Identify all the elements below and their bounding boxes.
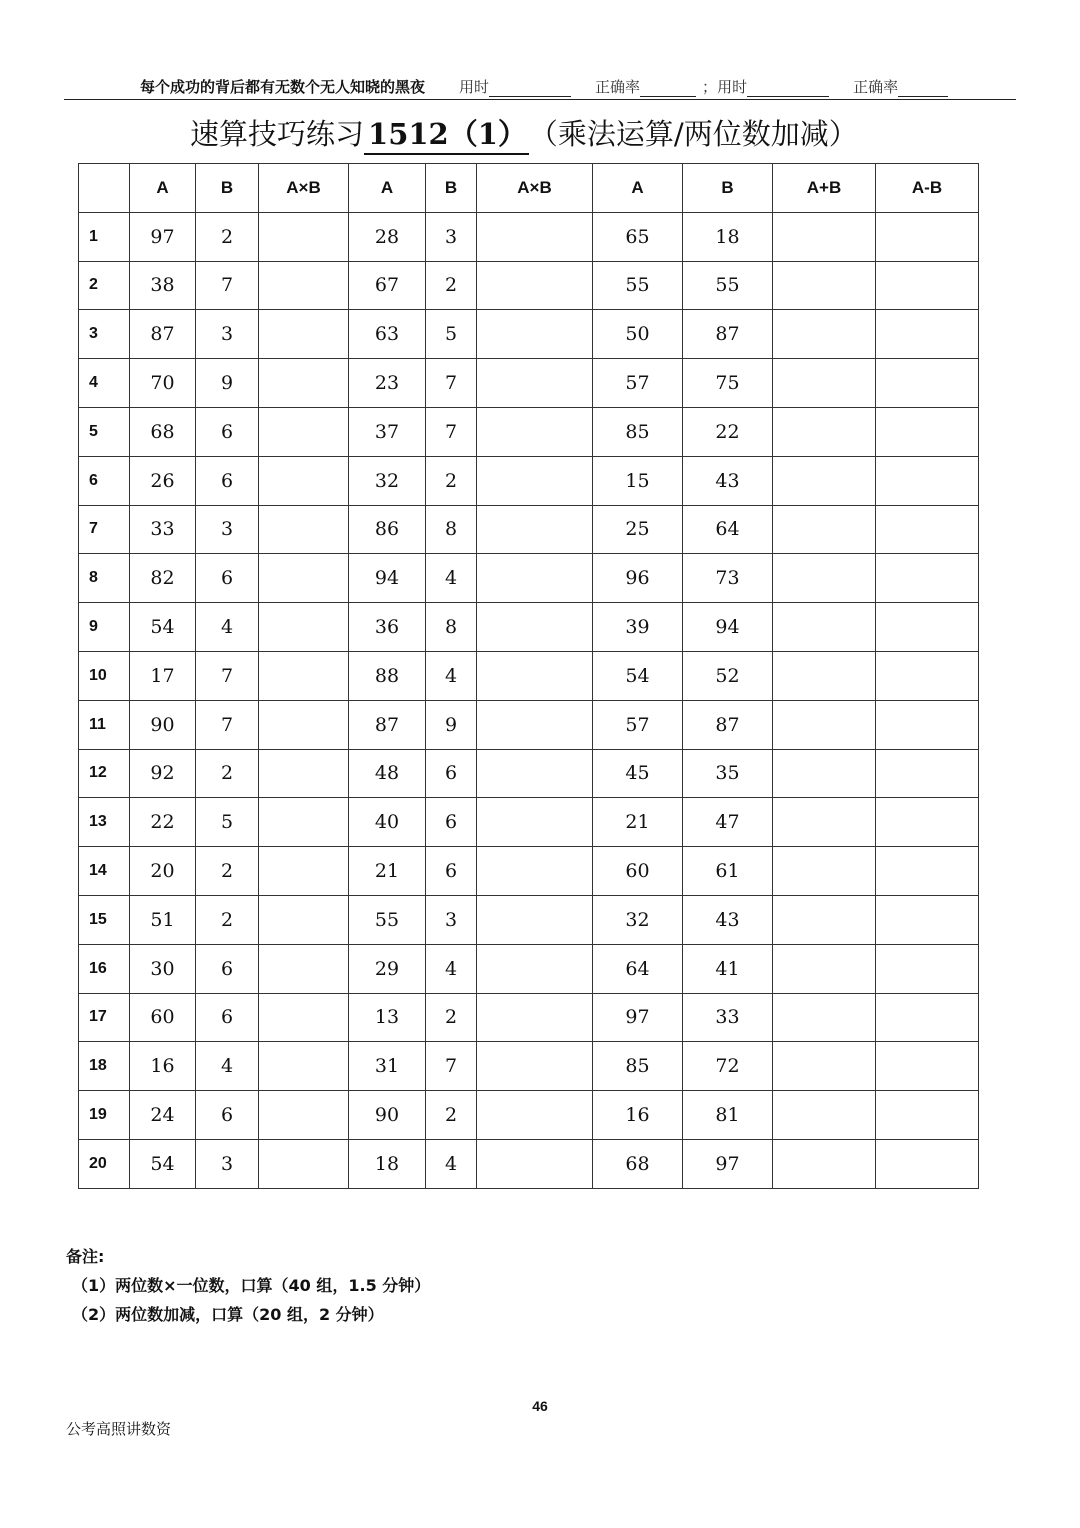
answer-cell-product[interactable] bbox=[477, 603, 593, 652]
cell-b: 7 bbox=[196, 700, 259, 749]
table-row bbox=[79, 456, 979, 505]
accuracy-blank-2[interactable] bbox=[898, 80, 948, 97]
cell-b: 55 bbox=[683, 261, 773, 310]
cell-b: 81 bbox=[683, 1091, 773, 1140]
answer-cell-product[interactable] bbox=[477, 895, 593, 944]
cell-b: 72 bbox=[683, 1042, 773, 1091]
answer-cell-sum[interactable] bbox=[773, 310, 876, 359]
column-header-a: A bbox=[593, 164, 683, 213]
cell-b: 73 bbox=[683, 554, 773, 603]
answer-cell-product[interactable] bbox=[477, 456, 593, 505]
cell-b: 4 bbox=[426, 944, 477, 993]
cell-a: 85 bbox=[593, 407, 683, 456]
cell-a: 48 bbox=[349, 749, 426, 798]
cell-b: 6 bbox=[196, 456, 259, 505]
notes-heading: 备注: bbox=[66, 1247, 105, 1266]
answer-cell-product[interactable] bbox=[477, 993, 593, 1042]
answer-cell-product[interactable] bbox=[477, 1091, 593, 1140]
answer-cell-product[interactable] bbox=[259, 603, 349, 652]
answer-cell-product[interactable] bbox=[477, 749, 593, 798]
answer-cell-product[interactable] bbox=[259, 359, 349, 408]
cell-b: 35 bbox=[683, 749, 773, 798]
table-row bbox=[79, 1042, 979, 1091]
answer-cell-product[interactable] bbox=[259, 847, 349, 896]
cell-a: 36 bbox=[349, 603, 426, 652]
table-row bbox=[79, 749, 979, 798]
table-row bbox=[79, 554, 979, 603]
cell-b: 3 bbox=[426, 212, 477, 261]
cell-a: 39 bbox=[593, 603, 683, 652]
row-number: 6 bbox=[79, 456, 130, 505]
cell-b: 5 bbox=[426, 310, 477, 359]
page-number: 46 bbox=[532, 1398, 548, 1414]
cell-b: 2 bbox=[426, 1091, 477, 1140]
answer-cell-difference[interactable] bbox=[876, 847, 979, 896]
answer-cell-sum[interactable] bbox=[773, 407, 876, 456]
header-separator: ； bbox=[702, 78, 718, 96]
accuracy-blank-1[interactable] bbox=[640, 80, 696, 97]
column-header-sum: A+B bbox=[773, 164, 876, 213]
title-code: 1512（1） bbox=[364, 112, 529, 155]
cell-b: 2 bbox=[426, 456, 477, 505]
cell-a: 24 bbox=[130, 1091, 196, 1140]
table-row bbox=[79, 505, 979, 554]
cell-b: 2 bbox=[196, 212, 259, 261]
cell-b: 33 bbox=[683, 993, 773, 1042]
answer-cell-difference[interactable] bbox=[876, 895, 979, 944]
cell-b: 7 bbox=[426, 1042, 477, 1091]
cell-b: 6 bbox=[196, 993, 259, 1042]
answer-cell-difference[interactable] bbox=[876, 505, 979, 554]
answer-cell-product[interactable] bbox=[477, 700, 593, 749]
accuracy-label-2: 正确率 bbox=[853, 78, 899, 96]
accuracy-label-1: 正确率 bbox=[595, 78, 641, 96]
answer-cell-sum[interactable] bbox=[773, 847, 876, 896]
row-number: 12 bbox=[79, 749, 130, 798]
answer-cell-sum[interactable] bbox=[773, 554, 876, 603]
column-header-index bbox=[79, 164, 130, 213]
answer-cell-product[interactable] bbox=[477, 1042, 593, 1091]
cell-a: 87 bbox=[349, 700, 426, 749]
column-header-b: B bbox=[196, 164, 259, 213]
cell-b: 6 bbox=[196, 407, 259, 456]
cell-b: 47 bbox=[683, 798, 773, 847]
cell-b: 4 bbox=[426, 554, 477, 603]
answer-cell-product[interactable] bbox=[259, 798, 349, 847]
answer-cell-sum[interactable] bbox=[773, 1139, 876, 1188]
answer-cell-sum[interactable] bbox=[773, 261, 876, 310]
answer-cell-product[interactable] bbox=[259, 261, 349, 310]
cell-a: 32 bbox=[349, 456, 426, 505]
cell-b: 6 bbox=[196, 1091, 259, 1140]
answer-cell-difference[interactable] bbox=[876, 700, 979, 749]
cell-a: 90 bbox=[349, 1091, 426, 1140]
cell-b: 4 bbox=[426, 651, 477, 700]
practice-table bbox=[78, 163, 979, 1189]
answer-cell-difference[interactable] bbox=[876, 1091, 979, 1140]
cell-a: 87 bbox=[130, 310, 196, 359]
column-header-a: A bbox=[130, 164, 196, 213]
header bbox=[64, 76, 1014, 97]
cell-b: 2 bbox=[196, 847, 259, 896]
table-row bbox=[79, 895, 979, 944]
answer-cell-difference[interactable] bbox=[876, 993, 979, 1042]
cell-a: 65 bbox=[593, 212, 683, 261]
answer-cell-difference[interactable] bbox=[876, 603, 979, 652]
cell-b: 87 bbox=[683, 700, 773, 749]
cell-a: 15 bbox=[593, 456, 683, 505]
answer-cell-product[interactable] bbox=[477, 310, 593, 359]
cell-a: 88 bbox=[349, 651, 426, 700]
cell-a: 63 bbox=[349, 310, 426, 359]
answer-cell-difference[interactable] bbox=[876, 407, 979, 456]
answer-cell-product[interactable] bbox=[477, 798, 593, 847]
cell-b: 9 bbox=[196, 359, 259, 408]
cell-a: 29 bbox=[349, 944, 426, 993]
title-prefix: 速算技巧练习 bbox=[190, 117, 365, 151]
answer-cell-product[interactable] bbox=[259, 651, 349, 700]
table-row bbox=[79, 993, 979, 1042]
cell-a: 38 bbox=[130, 261, 196, 310]
answer-cell-product[interactable] bbox=[259, 749, 349, 798]
cell-b: 6 bbox=[196, 554, 259, 603]
cell-b: 3 bbox=[196, 1139, 259, 1188]
cell-a: 57 bbox=[593, 359, 683, 408]
answer-cell-sum[interactable] bbox=[773, 456, 876, 505]
answer-cell-difference[interactable] bbox=[876, 651, 979, 700]
answer-cell-difference[interactable] bbox=[876, 456, 979, 505]
table-row bbox=[79, 798, 979, 847]
table-row bbox=[79, 847, 979, 896]
answer-cell-product[interactable] bbox=[259, 700, 349, 749]
row-number: 3 bbox=[79, 310, 130, 359]
cell-a: 23 bbox=[349, 359, 426, 408]
answer-cell-sum[interactable] bbox=[773, 1091, 876, 1140]
cell-a: 21 bbox=[349, 847, 426, 896]
answer-cell-difference[interactable] bbox=[876, 212, 979, 261]
answer-cell-sum[interactable] bbox=[773, 700, 876, 749]
row-number: 7 bbox=[79, 505, 130, 554]
answer-cell-product[interactable] bbox=[477, 505, 593, 554]
cell-b: 4 bbox=[196, 603, 259, 652]
cell-b: 6 bbox=[426, 749, 477, 798]
time-label-1: 用时 bbox=[459, 78, 490, 96]
time-blank-2[interactable] bbox=[747, 80, 829, 97]
cell-a: 97 bbox=[593, 993, 683, 1042]
table-row bbox=[79, 651, 979, 700]
cell-a: 85 bbox=[593, 1042, 683, 1091]
column-header-b: B bbox=[426, 164, 477, 213]
row-number: 11 bbox=[79, 700, 130, 749]
table-row bbox=[79, 407, 979, 456]
answer-cell-difference[interactable] bbox=[876, 749, 979, 798]
cell-a: 92 bbox=[130, 749, 196, 798]
answer-cell-difference[interactable] bbox=[876, 359, 979, 408]
cell-a: 70 bbox=[130, 359, 196, 408]
page-title bbox=[190, 112, 858, 155]
cell-a: 16 bbox=[130, 1042, 196, 1091]
cell-b: 5 bbox=[196, 798, 259, 847]
cell-a: 25 bbox=[593, 505, 683, 554]
cell-b: 3 bbox=[426, 895, 477, 944]
cell-a: 94 bbox=[349, 554, 426, 603]
cell-a: 97 bbox=[130, 212, 196, 261]
column-header-difference: A-B bbox=[876, 164, 979, 213]
cell-a: 45 bbox=[593, 749, 683, 798]
title-suffix: （乘法运算/两位数加减） bbox=[528, 117, 858, 151]
column-header-a: A bbox=[349, 164, 426, 213]
cell-a: 54 bbox=[130, 603, 196, 652]
cell-a: 55 bbox=[349, 895, 426, 944]
answer-cell-difference[interactable] bbox=[876, 554, 979, 603]
cell-a: 28 bbox=[349, 212, 426, 261]
cell-a: 21 bbox=[593, 798, 683, 847]
cell-b: 43 bbox=[683, 895, 773, 944]
cell-b: 43 bbox=[683, 456, 773, 505]
answer-cell-sum[interactable] bbox=[773, 944, 876, 993]
answer-cell-sum[interactable] bbox=[773, 749, 876, 798]
cell-a: 60 bbox=[593, 847, 683, 896]
answer-cell-product[interactable] bbox=[477, 212, 593, 261]
answer-cell-product[interactable] bbox=[259, 310, 349, 359]
cell-b: 87 bbox=[683, 310, 773, 359]
answer-cell-product[interactable] bbox=[259, 1091, 349, 1140]
cell-a: 16 bbox=[593, 1091, 683, 1140]
answer-cell-sum[interactable] bbox=[773, 1042, 876, 1091]
cell-b: 52 bbox=[683, 651, 773, 700]
cell-b: 2 bbox=[196, 895, 259, 944]
answer-cell-product[interactable] bbox=[259, 944, 349, 993]
answer-cell-sum[interactable] bbox=[773, 895, 876, 944]
row-number: 15 bbox=[79, 895, 130, 944]
note-item: （2）两位数加减，口算（20 组，2 分钟） bbox=[72, 1305, 384, 1324]
cell-a: 40 bbox=[349, 798, 426, 847]
column-header-b: B bbox=[683, 164, 773, 213]
cell-b: 2 bbox=[426, 993, 477, 1042]
answer-cell-sum[interactable] bbox=[773, 651, 876, 700]
answer-cell-product[interactable] bbox=[259, 456, 349, 505]
answer-cell-difference[interactable] bbox=[876, 944, 979, 993]
cell-a: 51 bbox=[130, 895, 196, 944]
cell-a: 17 bbox=[130, 651, 196, 700]
answer-cell-product[interactable] bbox=[259, 1042, 349, 1091]
cell-a: 32 bbox=[593, 895, 683, 944]
cell-b: 4 bbox=[196, 1042, 259, 1091]
cell-a: 57 bbox=[593, 700, 683, 749]
answer-cell-product[interactable] bbox=[477, 1139, 593, 1188]
answer-cell-difference[interactable] bbox=[876, 310, 979, 359]
table-row bbox=[79, 603, 979, 652]
row-number: 19 bbox=[79, 1091, 130, 1140]
answer-cell-product[interactable] bbox=[477, 261, 593, 310]
cell-a: 13 bbox=[349, 993, 426, 1042]
answer-cell-product[interactable] bbox=[259, 993, 349, 1042]
cell-b: 75 bbox=[683, 359, 773, 408]
header-row bbox=[79, 164, 979, 213]
row-number: 8 bbox=[79, 554, 130, 603]
cell-a: 20 bbox=[130, 847, 196, 896]
answer-cell-difference[interactable] bbox=[876, 798, 979, 847]
cell-a: 31 bbox=[349, 1042, 426, 1091]
answer-cell-product[interactable] bbox=[259, 505, 349, 554]
answer-cell-sum[interactable] bbox=[773, 798, 876, 847]
cell-a: 37 bbox=[349, 407, 426, 456]
answer-cell-difference[interactable] bbox=[876, 1042, 979, 1091]
cell-a: 64 bbox=[593, 944, 683, 993]
answer-cell-product[interactable] bbox=[477, 407, 593, 456]
cell-b: 2 bbox=[196, 749, 259, 798]
cell-a: 68 bbox=[593, 1139, 683, 1188]
answer-cell-product[interactable] bbox=[477, 651, 593, 700]
row-number: 14 bbox=[79, 847, 130, 896]
row-number: 10 bbox=[79, 651, 130, 700]
answer-cell-sum[interactable] bbox=[773, 603, 876, 652]
table-row bbox=[79, 261, 979, 310]
cell-b: 7 bbox=[196, 261, 259, 310]
column-header-product: A×B bbox=[259, 164, 349, 213]
cell-b: 61 bbox=[683, 847, 773, 896]
cell-b: 6 bbox=[426, 798, 477, 847]
cell-b: 64 bbox=[683, 505, 773, 554]
answer-cell-product[interactable] bbox=[259, 1139, 349, 1188]
cell-a: 33 bbox=[130, 505, 196, 554]
table-row bbox=[79, 310, 979, 359]
cell-b: 18 bbox=[683, 212, 773, 261]
answer-cell-difference[interactable] bbox=[876, 1139, 979, 1188]
time-blank-1[interactable] bbox=[489, 80, 571, 97]
cell-b: 6 bbox=[426, 847, 477, 896]
table-row bbox=[79, 700, 979, 749]
row-number: 18 bbox=[79, 1042, 130, 1091]
cell-a: 18 bbox=[349, 1139, 426, 1188]
answer-cell-product[interactable] bbox=[477, 554, 593, 603]
answer-cell-product[interactable] bbox=[259, 407, 349, 456]
answer-cell-difference[interactable] bbox=[876, 261, 979, 310]
answer-cell-product[interactable] bbox=[477, 944, 593, 993]
cell-a: 55 bbox=[593, 261, 683, 310]
cell-b: 7 bbox=[426, 407, 477, 456]
cell-b: 4 bbox=[426, 1139, 477, 1188]
column-header-product: A×B bbox=[477, 164, 593, 213]
row-number: 9 bbox=[79, 603, 130, 652]
cell-b: 97 bbox=[683, 1139, 773, 1188]
notes bbox=[66, 1242, 430, 1329]
cell-b: 9 bbox=[426, 700, 477, 749]
note-item: （1）两位数×一位数，口算（40 组，1.5 分钟） bbox=[72, 1276, 431, 1295]
cell-b: 8 bbox=[426, 505, 477, 554]
cell-b: 3 bbox=[196, 310, 259, 359]
answer-cell-product[interactable] bbox=[477, 359, 593, 408]
footer-text: 公考高照讲数资 bbox=[66, 1420, 172, 1438]
cell-b: 3 bbox=[196, 505, 259, 554]
cell-a: 82 bbox=[130, 554, 196, 603]
cell-b: 6 bbox=[196, 944, 259, 993]
cell-b: 7 bbox=[426, 359, 477, 408]
row-number: 1 bbox=[79, 212, 130, 261]
cell-a: 60 bbox=[130, 993, 196, 1042]
row-number: 17 bbox=[79, 993, 130, 1042]
cell-a: 26 bbox=[130, 456, 196, 505]
answer-cell-sum[interactable] bbox=[773, 212, 876, 261]
answer-cell-sum[interactable] bbox=[773, 505, 876, 554]
answer-cell-product[interactable] bbox=[259, 212, 349, 261]
cell-a: 54 bbox=[593, 651, 683, 700]
cell-a: 86 bbox=[349, 505, 426, 554]
table-row bbox=[79, 1139, 979, 1188]
cell-a: 68 bbox=[130, 407, 196, 456]
cell-a: 22 bbox=[130, 798, 196, 847]
answer-cell-product[interactable] bbox=[477, 847, 593, 896]
cell-b: 7 bbox=[196, 651, 259, 700]
cell-a: 90 bbox=[130, 700, 196, 749]
row-number: 5 bbox=[79, 407, 130, 456]
row-number: 13 bbox=[79, 798, 130, 847]
answer-cell-product[interactable] bbox=[259, 895, 349, 944]
header-rule bbox=[64, 99, 1016, 100]
table-row bbox=[79, 944, 979, 993]
cell-a: 30 bbox=[130, 944, 196, 993]
cell-a: 54 bbox=[130, 1139, 196, 1188]
cell-b: 22 bbox=[683, 407, 773, 456]
table-row bbox=[79, 212, 979, 261]
cell-a: 67 bbox=[349, 261, 426, 310]
row-number: 20 bbox=[79, 1139, 130, 1188]
cell-a: 50 bbox=[593, 310, 683, 359]
answer-cell-sum[interactable] bbox=[773, 993, 876, 1042]
cell-b: 8 bbox=[426, 603, 477, 652]
cell-b: 94 bbox=[683, 603, 773, 652]
table-row bbox=[79, 1091, 979, 1140]
answer-cell-product[interactable] bbox=[259, 554, 349, 603]
cell-a: 96 bbox=[593, 554, 683, 603]
table-row bbox=[79, 359, 979, 408]
cell-b: 2 bbox=[426, 261, 477, 310]
row-number: 16 bbox=[79, 944, 130, 993]
time-label-2: 用时 bbox=[717, 78, 748, 96]
row-number: 4 bbox=[79, 359, 130, 408]
motto: 每个成功的背后都有无数个无人知晓的黑夜 bbox=[140, 78, 426, 96]
answer-cell-sum[interactable] bbox=[773, 359, 876, 408]
cell-b: 41 bbox=[683, 944, 773, 993]
row-number: 2 bbox=[79, 261, 130, 310]
